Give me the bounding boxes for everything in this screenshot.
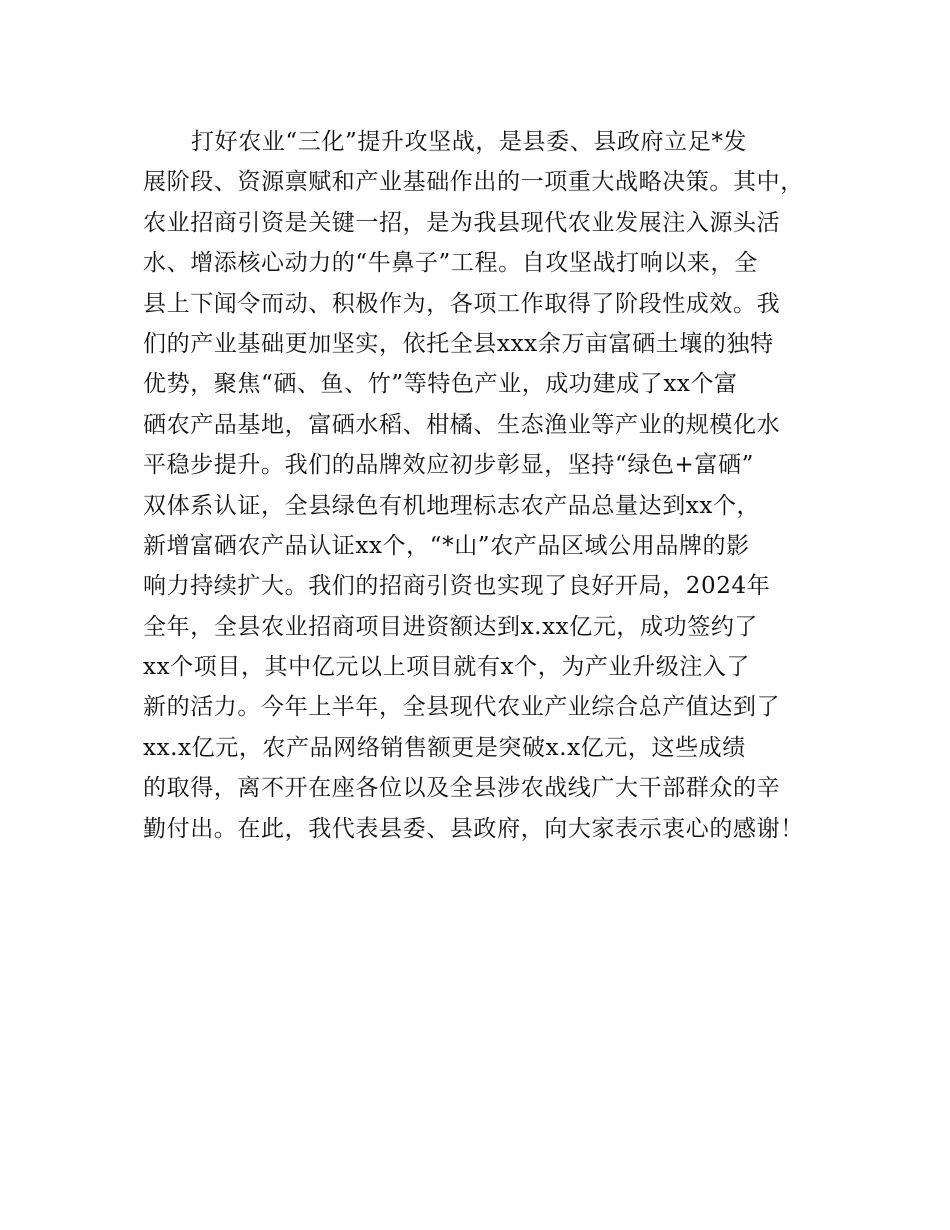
paragraph-line-16: xx.x亿元，农产品网络销售额更是突破x.x亿元，这些成绩 [143, 734, 746, 761]
paragraph-line-10: 双体系认证，全县绿色有机地理标志农产品总量达到xx个， [143, 492, 761, 519]
paragraph-line-8: 硒农产品基地，富硒水稻、柑橘、生态渔业等产业的规模化水 [143, 411, 781, 438]
paragraph-line-6: 们的产业基础更加坚实，依托全县xxx余万亩富硒土壤的独特 [143, 330, 774, 357]
speech-paragraph [143, 122, 843, 849]
paragraph-line-17: 的取得，离不开在座各位以及全县涉农战线广大干部群众的辛 [143, 775, 781, 802]
paragraph-line-2: 展阶段、资源禀赋和产业基础作出的一项重大战略决策。其中， [143, 169, 804, 196]
paragraph-line-5: 县上下闻令而动、积极作为，各项工作取得了阶段性成效。我 [143, 290, 781, 317]
paragraph-line-14: xx个项目，其中亿元以上项目就有x个，为产业升级注入了 [143, 654, 751, 681]
paragraph-line-13: 全年，全县农业招商项目进资额达到x.xx亿元，成功签约了 [143, 613, 759, 640]
paragraph-line-15: 新的活力。今年上半年，全县现代农业产业综合总产值达到了 [143, 694, 781, 721]
paragraph-line-3: 农业招商引资是关键一招，是为我县现代农业发展注入源头活 [143, 209, 781, 236]
paragraph-line-12: 响力持续扩大。我们的招商引资也实现了良好开局，2024年 [143, 573, 771, 600]
paragraph-line-4: 水、增添核心动力的“牛鼻子”工程。自攻坚战打响以来，全 [143, 250, 758, 277]
paragraph-line-11: 新增富硒农产品认证xx个，“*山”农产品区域公用品牌的影 [143, 532, 750, 559]
paragraph-line-9: 平稳步提升。我们的品牌效应初步彰显，坚持“绿色+富硒” [143, 452, 754, 479]
paragraph-line-1: 打好农业“三化”提升攻坚战，是县委、县政府立足*发 [191, 129, 748, 155]
paragraph-line-18: 勤付出。在此，我代表县委、县政府，向大家表示衷心的感谢！ [143, 815, 804, 842]
paragraph-line-7: 优势，聚焦“硒、鱼、竹”等特色产业，成功建成了xx个富 [143, 371, 738, 398]
